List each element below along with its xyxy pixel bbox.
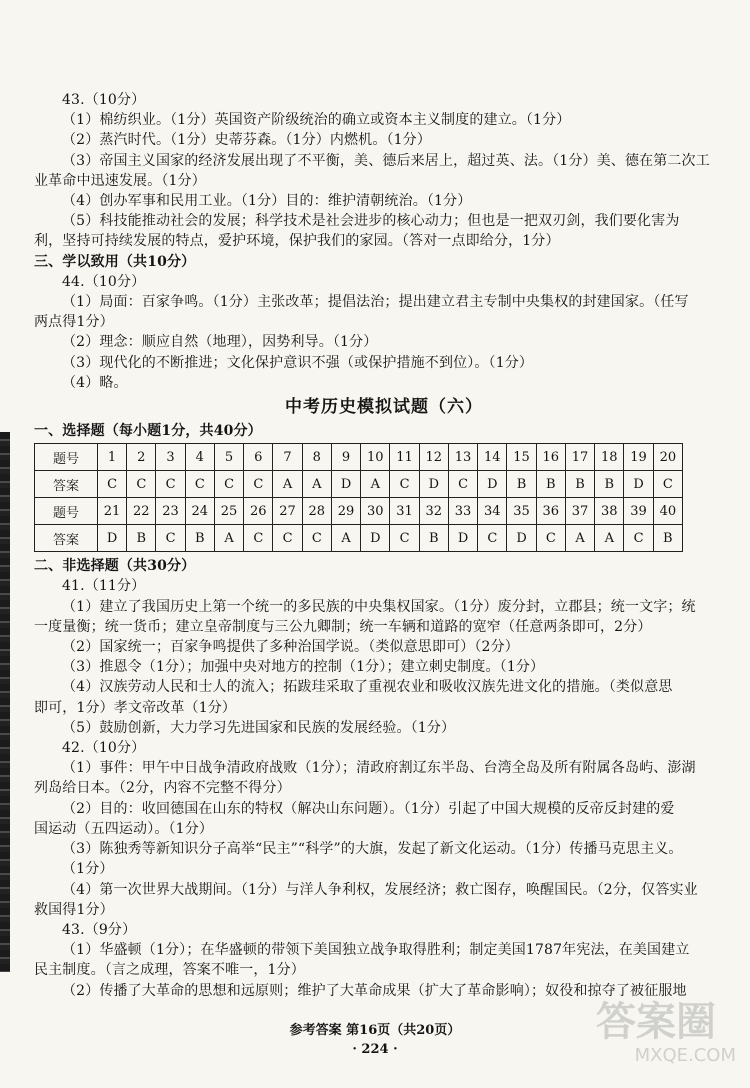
answer-cell: C <box>185 471 214 498</box>
answer-line: 利，坚持可持续发展的特点，爱护环境，保护我们的家园。（答对一点即给分，1分） <box>34 233 560 250</box>
question-number-cell: 33 <box>448 498 477 525</box>
section-heading-apply: 三、学以致用（共10分） <box>34 253 196 270</box>
answer-line: 42.（10分） <box>62 740 146 757</box>
answer-cell: D <box>419 471 448 498</box>
answer-cell: D <box>624 471 653 498</box>
answer-line: （1）事件：甲午中日战争清政府战败（1分）；清政府割辽东半岛、台湾全岛及所有附属各岛屿、澎湖 <box>62 760 696 777</box>
answer-cell: A <box>595 525 624 552</box>
answer-line: 44.（10分） <box>62 273 146 290</box>
watermark-en: MXQE.COM <box>634 1045 736 1066</box>
answer-line: （2）传播了大革命的思想和远原则；维护了大革命成果（扩大了革命影响）；奴役和掠夺了被征服地 <box>62 982 687 999</box>
answer-cell: C <box>302 525 331 552</box>
footer-page-number: · 224 · <box>352 1042 398 1057</box>
answer-line: 两点得1分） <box>34 314 114 331</box>
answer-cell: A <box>273 471 302 498</box>
answer-cell: D <box>97 525 126 552</box>
question-number-cell: 30 <box>361 498 390 525</box>
question-number-cell: 12 <box>419 444 448 471</box>
answer-line: （2）蒸汽时代。（1分）史蒂芬森。（1分）内燃机。（1分） <box>62 132 431 149</box>
answer-cell: C <box>448 471 477 498</box>
answer-cell: A <box>302 471 331 498</box>
answer-cell: B <box>595 471 624 498</box>
answer-line: （3）陈独秀等新知识分子高举“民主”“科学”的大旗，发起了新文化运动。（1分）传播马克思主义。 <box>62 841 683 858</box>
answer-line: （5）鼓励创新，大力学习先进国家和民族的发展经验。（1分） <box>62 719 456 736</box>
answer-cell: C <box>536 525 565 552</box>
answer-line: （2）理念：顺应自然（地理），因势利导。（1分） <box>62 334 378 351</box>
answer-cell: D <box>507 525 536 552</box>
answer-line: （2）国家统一；百家争鸣提供了多种治国学说。（类似意思即可）（2分） <box>62 639 519 656</box>
question-number-cell: 26 <box>244 498 273 525</box>
answer-line: 列岛给日本。（2分，内容不完整不得分） <box>34 780 291 797</box>
answer-line: （4）第一次世界大战期间。（1分）与洋人争利权，发展经济；救亡图存，唤醒国民。（2分，仅答实业 <box>62 881 698 898</box>
answer-cell: A <box>331 525 360 552</box>
section-43-answers <box>34 90 734 252</box>
question-number-cell: 39 <box>624 498 653 525</box>
question-number-cell: 32 <box>419 498 448 525</box>
answer-cell: C <box>97 471 126 498</box>
answer-line: （3）推恩令（1分）；加强中央对地方的控制（1分）；建立刺史制度。（1分） <box>62 659 545 676</box>
answer-cell: C <box>127 471 156 498</box>
question-number-cell: 3 <box>156 444 185 471</box>
row-label: 题号 <box>35 444 98 471</box>
question-number-cell: 27 <box>273 498 302 525</box>
question-number-cell: 38 <box>595 498 624 525</box>
question-number-cell: 24 <box>185 498 214 525</box>
footer-page-text: 参考答案 第16页（共20页） <box>289 1023 461 1038</box>
row-label: 题号 <box>35 498 98 525</box>
answer-cell: C <box>478 525 507 552</box>
question-number-cell: 11 <box>390 444 419 471</box>
question-number-cell: 25 <box>214 498 243 525</box>
watermark-cn: 答案圈 <box>596 998 716 1045</box>
question-number-cell: 34 <box>478 498 507 525</box>
answer-line: （1）局面：百家争鸣。（1分）主张改革；提倡法治；提出建立君主专制中央集权的封建国家。（任写 <box>62 294 689 311</box>
answer-cell: C <box>624 525 653 552</box>
question-number-cell: 6 <box>244 444 273 471</box>
question-number-cell: 15 <box>507 444 536 471</box>
answer-cell: C <box>653 471 682 498</box>
question-number-cell: 5 <box>214 444 243 471</box>
answer-cell: C <box>244 471 273 498</box>
question-number-cell: 23 <box>156 498 185 525</box>
answer-line: 民主制度。（言之成理，答案不唯一，1分） <box>34 962 305 979</box>
table-row <box>35 444 683 471</box>
table-row <box>35 498 683 525</box>
answer-cell: C <box>214 471 243 498</box>
answer-line: （1）棉纺织业。（1分）英国资产阶级统治的确立或资本主义制度的建立。（1分） <box>62 112 571 129</box>
question-number-cell: 28 <box>302 498 331 525</box>
answer-line: 41.（11分） <box>62 578 146 595</box>
row-label: 答案 <box>35 471 98 498</box>
question-number-cell: 29 <box>331 498 360 525</box>
answer-cell: A <box>361 471 390 498</box>
answer-cell: B <box>419 525 448 552</box>
question-number-cell: 7 <box>273 444 302 471</box>
answer-line: （3）现代化的不断推进；文化保护意识不强（或保护措施不到位）。（1分） <box>62 354 534 371</box>
question-number-cell: 37 <box>565 498 594 525</box>
answer-cell: C <box>156 525 185 552</box>
answer-cell: B <box>536 471 565 498</box>
answer-line: 业革命中迅速发展。（1分） <box>34 172 206 189</box>
answer-line: 43.（9分） <box>62 921 137 938</box>
answer-table <box>34 443 683 552</box>
answer-line: （4）汉族劳动人民和士人的流入；拓跋珪采取了重视农业和吸收汉族先进文化的措施。（类似意思 <box>62 679 673 696</box>
question-number-cell: 1 <box>97 444 126 471</box>
question-number-cell: 36 <box>536 498 565 525</box>
question-number-cell: 10 <box>361 444 390 471</box>
answer-cell: D <box>448 525 477 552</box>
question-number-cell: 31 <box>390 498 419 525</box>
answer-cell: B <box>565 471 594 498</box>
question-number-cell: 20 <box>653 444 682 471</box>
question-number-cell: 16 <box>536 444 565 471</box>
answer-cell: D <box>361 525 390 552</box>
exam-title: 中考历史模拟试题（六） <box>285 397 483 418</box>
question-number-cell: 9 <box>331 444 360 471</box>
scan-binding-edge <box>0 432 10 972</box>
question-number-cell: 21 <box>97 498 126 525</box>
table-row <box>35 525 683 552</box>
answer-cell: C <box>156 471 185 498</box>
answer-cell: A <box>214 525 243 552</box>
answer-line: （1分） <box>62 861 114 878</box>
answer-cell: C <box>244 525 273 552</box>
question-number-cell: 4 <box>185 444 214 471</box>
answer-line: 救国得1分） <box>34 901 114 918</box>
answer-cell: C <box>390 471 419 498</box>
question-number-cell: 19 <box>624 444 653 471</box>
answer-line: 国运动（五四运动）。（1分） <box>34 820 214 837</box>
answer-cell: C <box>273 525 302 552</box>
answer-line: （4）创办军事和民用工业。（1分）目的：维护清朝统治。（1分） <box>62 193 472 210</box>
answer-cell: D <box>331 471 360 498</box>
answer-line: 43.（10分） <box>62 92 146 108</box>
question-number-cell: 8 <box>302 444 331 471</box>
question-number-cell: 2 <box>127 444 156 471</box>
question-number-cell: 14 <box>478 444 507 471</box>
answer-cell: B <box>507 471 536 498</box>
answer-line: （1）华盛顿（1分）；在华盛顿的带领下美国独立战争取得胜利；制定美国1787年宪法，在美国建立 <box>62 942 690 959</box>
answer-line: 即可，1分）孝文帝改革（1分） <box>34 699 237 716</box>
answer-cell: D <box>478 471 507 498</box>
section-44-answers <box>34 272 734 393</box>
mc-heading: 一、选择题（每小题1分，共40分） <box>34 423 262 440</box>
nonmc-answers <box>34 576 734 1000</box>
question-number-cell: 17 <box>565 444 594 471</box>
answer-line: （5）科技能推动社会的发展；科学技术是社会进步的核心动力；但也是一把双刃剑，我们要化害为 <box>62 213 680 230</box>
answer-cell: C <box>390 525 419 552</box>
answer-content <box>34 90 734 1001</box>
answer-cell: B <box>127 525 156 552</box>
answer-line: （3）帝国主义国家的经济发展出现了不平衡，美、德后来居上，超过英、法。（1分）美、德在第二次工 <box>62 152 710 169</box>
answer-cell: B <box>653 525 682 552</box>
answer-line: （2）目的：收回德国在山东的特权（解决山东问题）。（1分）引起了中国大规模的反帝反封建的爱 <box>62 800 675 817</box>
table-row <box>35 471 683 498</box>
question-number-cell: 35 <box>507 498 536 525</box>
question-number-cell: 22 <box>127 498 156 525</box>
question-number-cell: 18 <box>595 444 624 471</box>
row-label: 答案 <box>35 525 98 552</box>
answer-cell: B <box>185 525 214 552</box>
answer-cell: A <box>565 525 594 552</box>
question-number-cell: 13 <box>448 444 477 471</box>
nonmc-heading: 二、非选择题（共30分） <box>34 558 196 575</box>
answer-line: （4）略。 <box>62 374 128 391</box>
question-number-cell: 40 <box>653 498 682 525</box>
answer-line: 一度量衡；统一货币；建立皇帝制度与三公九卿制；统一车辆和道路的宽窄（任意两条即可，2分） <box>34 618 652 635</box>
watermark-logo <box>596 1000 736 1080</box>
answer-line: （1）建立了我国历史上第一个统一的多民族的中央集权国家。（1分）废分封，立郡县；统一文字；统 <box>62 598 696 615</box>
